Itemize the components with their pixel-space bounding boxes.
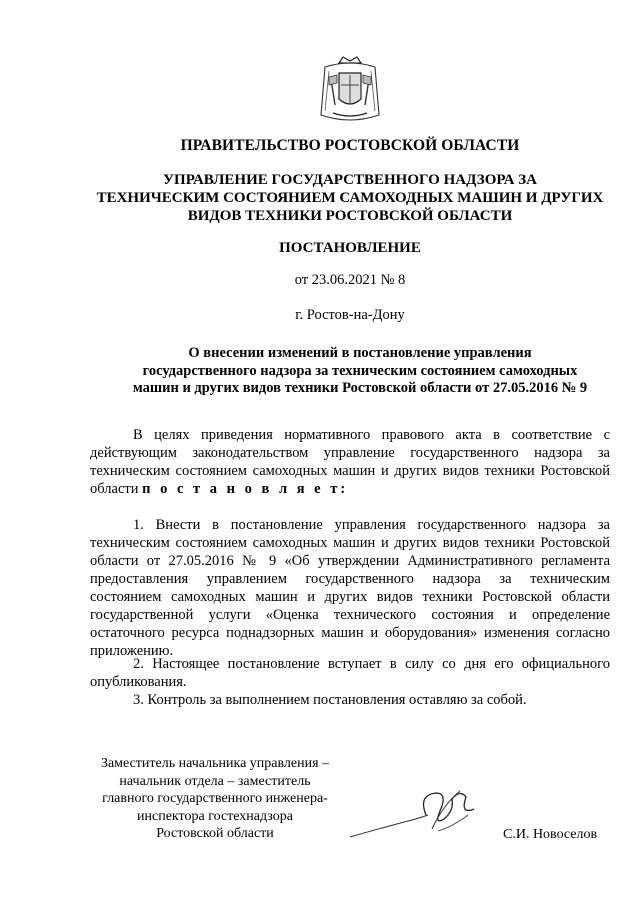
document-type: ПОСТАНОВЛЕНИЕ [279, 240, 421, 256]
item-1-paragraph [90, 516, 610, 660]
coat-of-arms-icon [315, 55, 385, 127]
department-title-line: ВИДОВ ТЕХНИКИ РОСТОВСКОЙ ОБЛАСТИ [187, 208, 513, 224]
signatory-position [90, 755, 340, 843]
document-date-number: от 23.06.2021 № 8 [294, 272, 406, 288]
position-line: начальник отдела – заместитель [119, 773, 311, 789]
item-2-paragraph [90, 655, 610, 691]
document-subject [96, 345, 624, 398]
department-title [60, 171, 640, 225]
position-line: Заместитель начальника управления – [100, 756, 330, 771]
position-line: инспектора гостехнадзора [137, 808, 293, 824]
government-title: ПРАВИТЕЛЬСТВО РОСТОВСКОЙ ОБЛАСТИ [180, 137, 520, 154]
subject-line: О внесении изменений в постановление управления [188, 345, 532, 361]
subject-line: машин и других видов техники Ростовской области от 27.05.2016 № 9 [132, 380, 588, 396]
decrees-word: п о с т а н о в л я е т: [142, 481, 349, 497]
preamble-paragraph [90, 426, 610, 498]
handwritten-signature [348, 785, 493, 845]
item-3-text: 3. Контроль за выполнением постановления оставляю за собой. [133, 692, 527, 708]
department-title-line: УПРАВЛЕНИЕ ГОСУДАРСТВЕННОГО НАДЗОРА ЗА [163, 172, 537, 188]
item-2-text: 2. Настоящее постановление вступает в силу со дня его официального опубликования. [90, 656, 610, 690]
subject-line: государственного надзора за техническим состоянием самоходных [142, 362, 578, 379]
item-3-paragraph [90, 691, 610, 709]
position-line: главного государственного инженера- [102, 791, 328, 806]
preamble-text: В целях приведения нормативного правового акта в соответствие с действующим законодательством управление государственного надзора за техническим состоянием самоходных машин и других видов техники Ростовской области [90, 427, 610, 497]
signatory-name: С.И. Новоселов [503, 827, 598, 842]
department-title-line: ТЕХНИЧЕСКИМ СОСТОЯНИЕМ САМОХОДНЫХ МАШИН И ДРУГИХ [96, 190, 604, 206]
position-line: Ростовской области [156, 826, 274, 841]
item-1-text: 1. Внести в постановление управления государственного надзора за техническим состоянием самоходных машин и других видов техники Ростовской области от 27.05.2016 № 9 «Об утверждении Административного регламента предоставления управлением государственного надзора за техническим состоянием самоходных машин и других видов техники Ростовской области государственной услуги «Оценка технического состояния и определение остаточного ресурса поднадзорных машин и оборудования» изменения согласно приложению. [90, 517, 610, 659]
document-city: г. Ростов-на-Дону [295, 307, 405, 323]
